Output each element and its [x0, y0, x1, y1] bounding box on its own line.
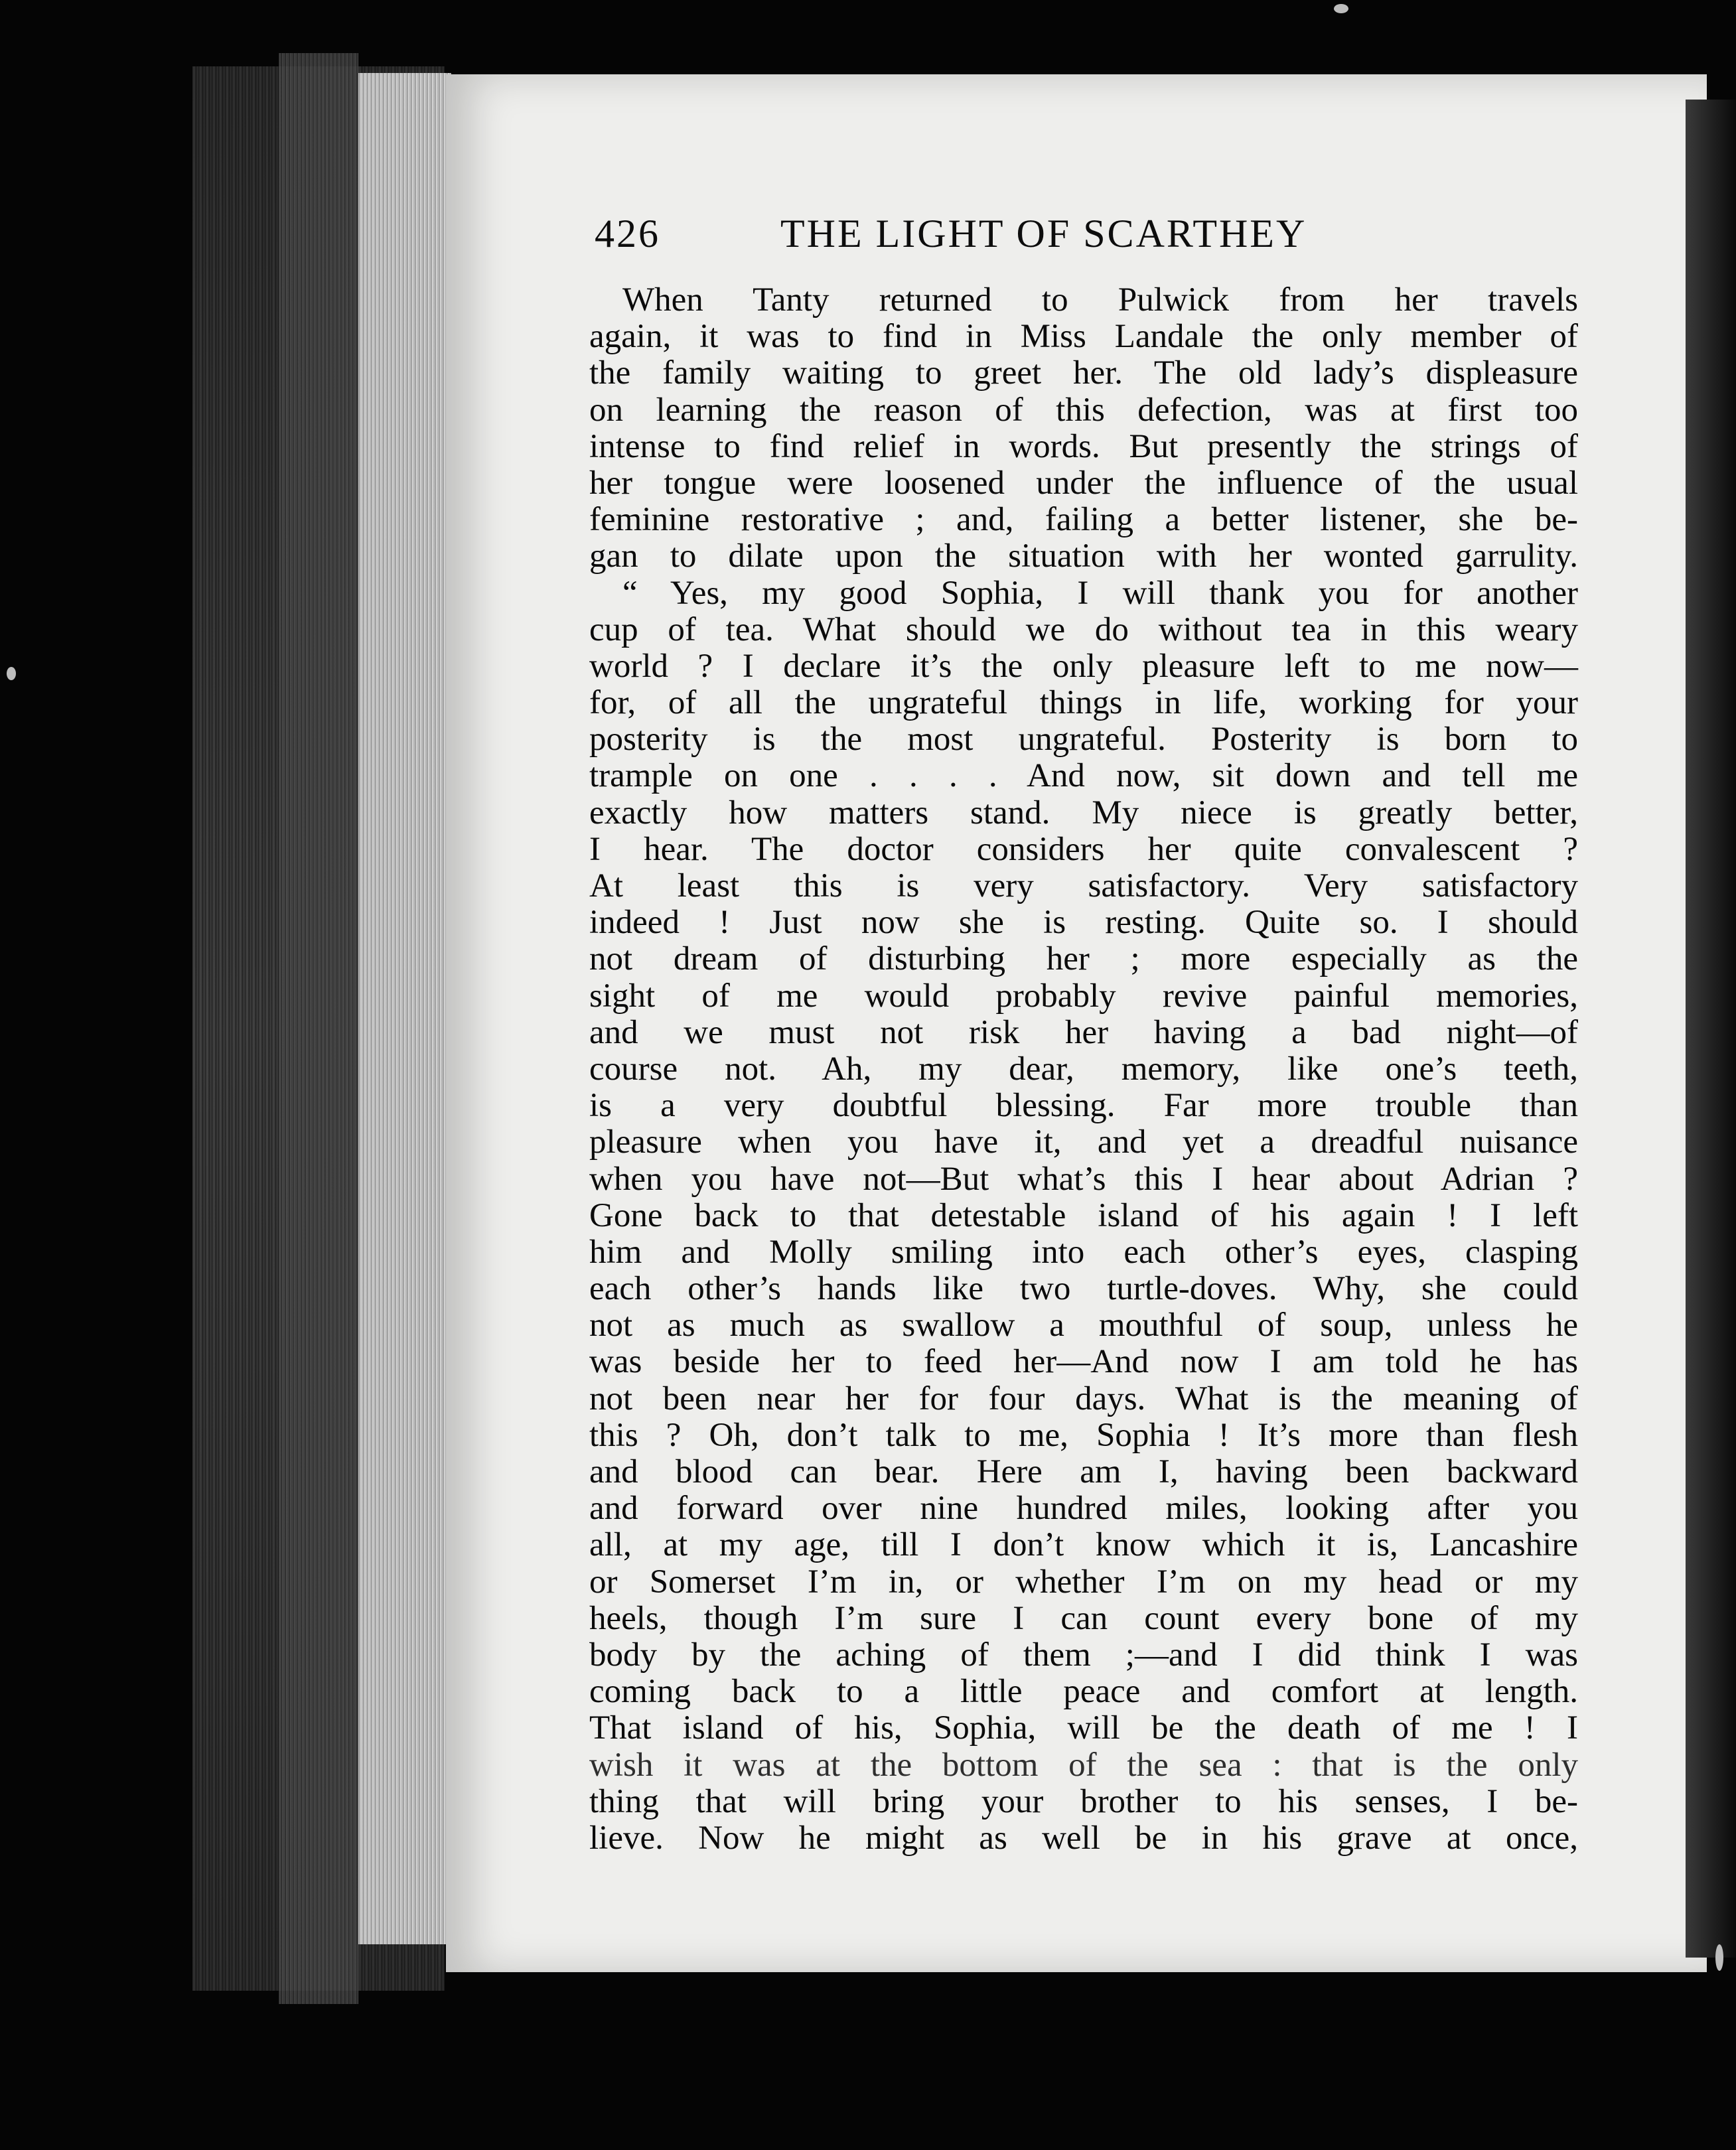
text-line: and forward over nine hundred miles, looking after you [589, 1490, 1578, 1528]
text-line: or Somerset I’m in, or whether I’m on my head or my [589, 1563, 1578, 1601]
text-line: each other’s hands like two turtle-doves. Why, she could [589, 1270, 1578, 1308]
text-line: when you have not—But what’s this I hear about Adrian ? [589, 1160, 1578, 1198]
text-line: body by the aching of them ;—and I did think I was [589, 1636, 1578, 1674]
text-line: is a very doubtful blessing. Far more trouble than [589, 1087, 1578, 1125]
text-line: coming back to a little peace and comfort at length. [589, 1673, 1578, 1711]
text-line: lieve. Now he might as well be in his grave at once, [589, 1819, 1578, 1857]
text-line: exactly how matters stand. My niece is greatly better, [589, 794, 1578, 831]
dust-speck [1334, 4, 1348, 13]
page-gutter-shadow [1686, 100, 1736, 1958]
dust-speck [7, 667, 16, 680]
text-line: thing that will bring your brother to his senses, I be- [589, 1782, 1578, 1820]
text-line: not been near her for four days. What is the meaning of [589, 1380, 1578, 1417]
text-line: indeed ! Just now she is resting. Quite so. I should [589, 904, 1578, 942]
page-number: 426 [595, 212, 660, 255]
page-stack-edge [358, 73, 451, 1944]
text-line: again, it was to find in Miss Landale the only member of [589, 318, 1578, 356]
text-line: for, of all the ungrateful things in life, working for your [589, 684, 1578, 722]
text-line: course not. Ah, my dear, memory, like one’s teeth, [589, 1050, 1578, 1088]
text-line: trample on one . . . . And now, sit down and tell me [589, 757, 1578, 795]
text-line: and blood can bear. Here am I, having been backward [589, 1453, 1578, 1490]
text-line: posterity is the most ungrateful. Posterity is born to [589, 721, 1578, 758]
text-line: pleasure when you have it, and yet a dreadful nuisance [589, 1123, 1578, 1161]
text-line: was beside her to feed her—And now I am told he has [589, 1343, 1578, 1381]
text-line: and we must not risk her having a bad night—of [589, 1013, 1578, 1051]
text-line: wish it was at the bottom of the sea : that is the only [589, 1746, 1578, 1784]
text-line: not as much as swallow a mouthful of soup, unless he [589, 1307, 1578, 1344]
book-spine-shadow [279, 53, 358, 2004]
text-line: on learning the reason of this defection, was at first too [589, 391, 1578, 429]
dust-speck [1715, 1944, 1723, 1971]
text-line: That island of his, Sophia, will be the death of me ! I [589, 1709, 1578, 1747]
text-line: heels, though I’m sure I can count every bone of my [589, 1599, 1578, 1637]
text-line: the family waiting to greet her. The old lady’s displeasure [589, 354, 1578, 392]
text-line: him and Molly smiling into each other’s eyes, clasping [589, 1233, 1578, 1271]
text-line: her tongue were loosened under the influence of the usual [589, 464, 1578, 502]
text-line: world ? I declare it’s the only pleasure left to me now— [589, 647, 1578, 685]
text-line: At least this is very satisfactory. Very satisfactory [589, 867, 1578, 904]
body-text [589, 282, 1578, 1857]
text-line: I hear. The doctor considers her quite convalescent ? [589, 830, 1578, 868]
text-line: cup of tea. What should we do without tea in this weary [589, 610, 1578, 648]
text-line: Gone back to that detestable island of his again ! I left [589, 1196, 1578, 1234]
text-line: this ? Oh, don’t talk to me, Sophia ! It’s more than flesh [589, 1416, 1578, 1454]
text-line: all, at my age, till I don’t know which it is, Lancashire [589, 1526, 1578, 1564]
running-title: THE LIGHT OF SCARTHEY [780, 212, 1307, 255]
running-head [595, 211, 1404, 264]
text-line: sight of me would probably revive painful memories, [589, 977, 1578, 1015]
text-line: gan to dilate upon the situation with her wonted garrulity. [589, 538, 1578, 575]
text-line: intense to find relief in words. But presently the strings of [589, 427, 1578, 465]
text-line: When Tanty returned to Pulwick from her travels [622, 281, 1578, 319]
text-line: “ Yes, my good Sophia, I will thank you for another [622, 574, 1578, 612]
text-line: feminine restorative ; and, failing a better listener, she be- [589, 501, 1578, 539]
text-line: not dream of disturbing her ; more especially as the [589, 940, 1578, 978]
